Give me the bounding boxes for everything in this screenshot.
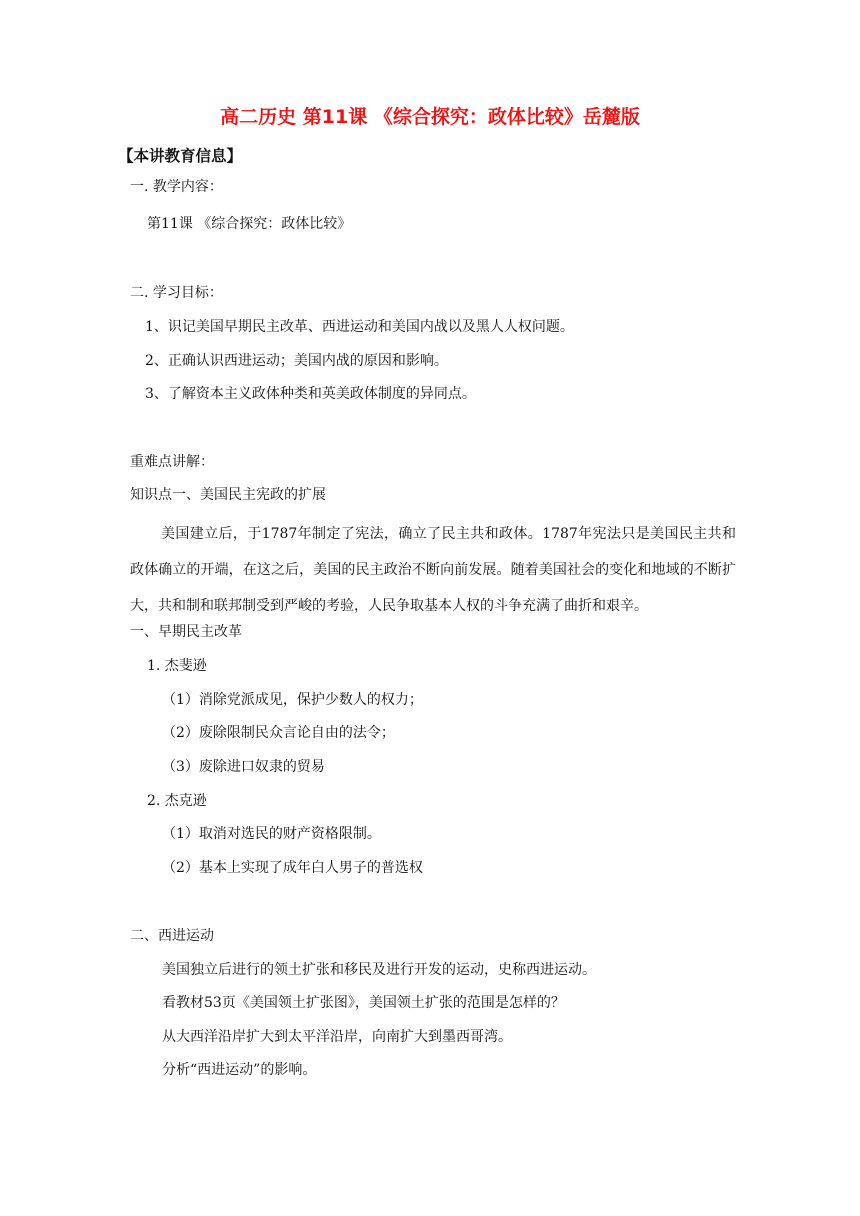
jackson-item: （1）取消对选民的财产资格限制。: [162, 826, 381, 842]
lesson-name: 第11课 《综合探究：政体比较》: [147, 216, 352, 232]
jefferson-item: （1）消除党派成见，保护少数人的权力；: [162, 692, 423, 708]
westward-line: 从大西洋沿岸扩大到太平洋沿岸，向南扩大到墨西哥湾。: [162, 1029, 512, 1045]
objective-item: 2、正确认识西进运动；美国内战的原因和影响。: [145, 353, 448, 369]
jackson-heading: 2. 杰克逊: [147, 793, 207, 809]
section-info-heading: 【本讲教育信息】: [118, 147, 243, 165]
westward-line: 美国独立后进行的领土扩张和移民及进行开发的运动，史称西进运动。: [162, 962, 596, 978]
jefferson-heading: 1. 杰斐逊: [147, 658, 207, 674]
key-points-heading: 重难点讲解：: [130, 454, 214, 470]
jefferson-item: （3）废除进口奴隶的贸易: [162, 759, 325, 775]
westward-line: 看教材53页《美国领土扩张图》，美国领土扩张的范围是怎样的？: [162, 995, 565, 1011]
early-reform-heading: 一、早期民主改革: [130, 624, 242, 640]
jackson-item: （2）基本上实现了成年白人男子的普选权: [162, 860, 423, 876]
knowledge-point-heading: 知识点一、美国民主宪政的扩展: [130, 487, 326, 503]
westward-line: 分析“西进运动”的影响。: [162, 1062, 317, 1078]
westward-heading: 二、西进运动: [130, 928, 214, 944]
teaching-content-heading: 一. 教学内容：: [130, 179, 223, 195]
objective-item: 3、了解资本主义政体种类和英美政体制度的异同点。: [145, 386, 476, 402]
document-title: 高二历史 第11课 《综合探究：政体比较》岳麓版: [220, 106, 640, 128]
objectives-heading: 二. 学习目标：: [130, 285, 223, 301]
jefferson-item: （2）废除限制民众言论自由的法令；: [162, 725, 395, 741]
objective-item: 1、识记美国早期民主改革、西进运动和美国内战以及黑人人权问题。: [145, 319, 574, 335]
intro-paragraph: 美国建立后，于1787年制定了宪法，确立了民主共和政体。1787年宪法只是美国民主共和政体确立的开端，在这之后，美国的民主政治不断向前发展。随着美国社会的变化和地域的不断扩大，共和制和联邦制受到严峻的考验，人民争取基本人权的斗争充满了曲折和艰辛。: [130, 526, 736, 614]
